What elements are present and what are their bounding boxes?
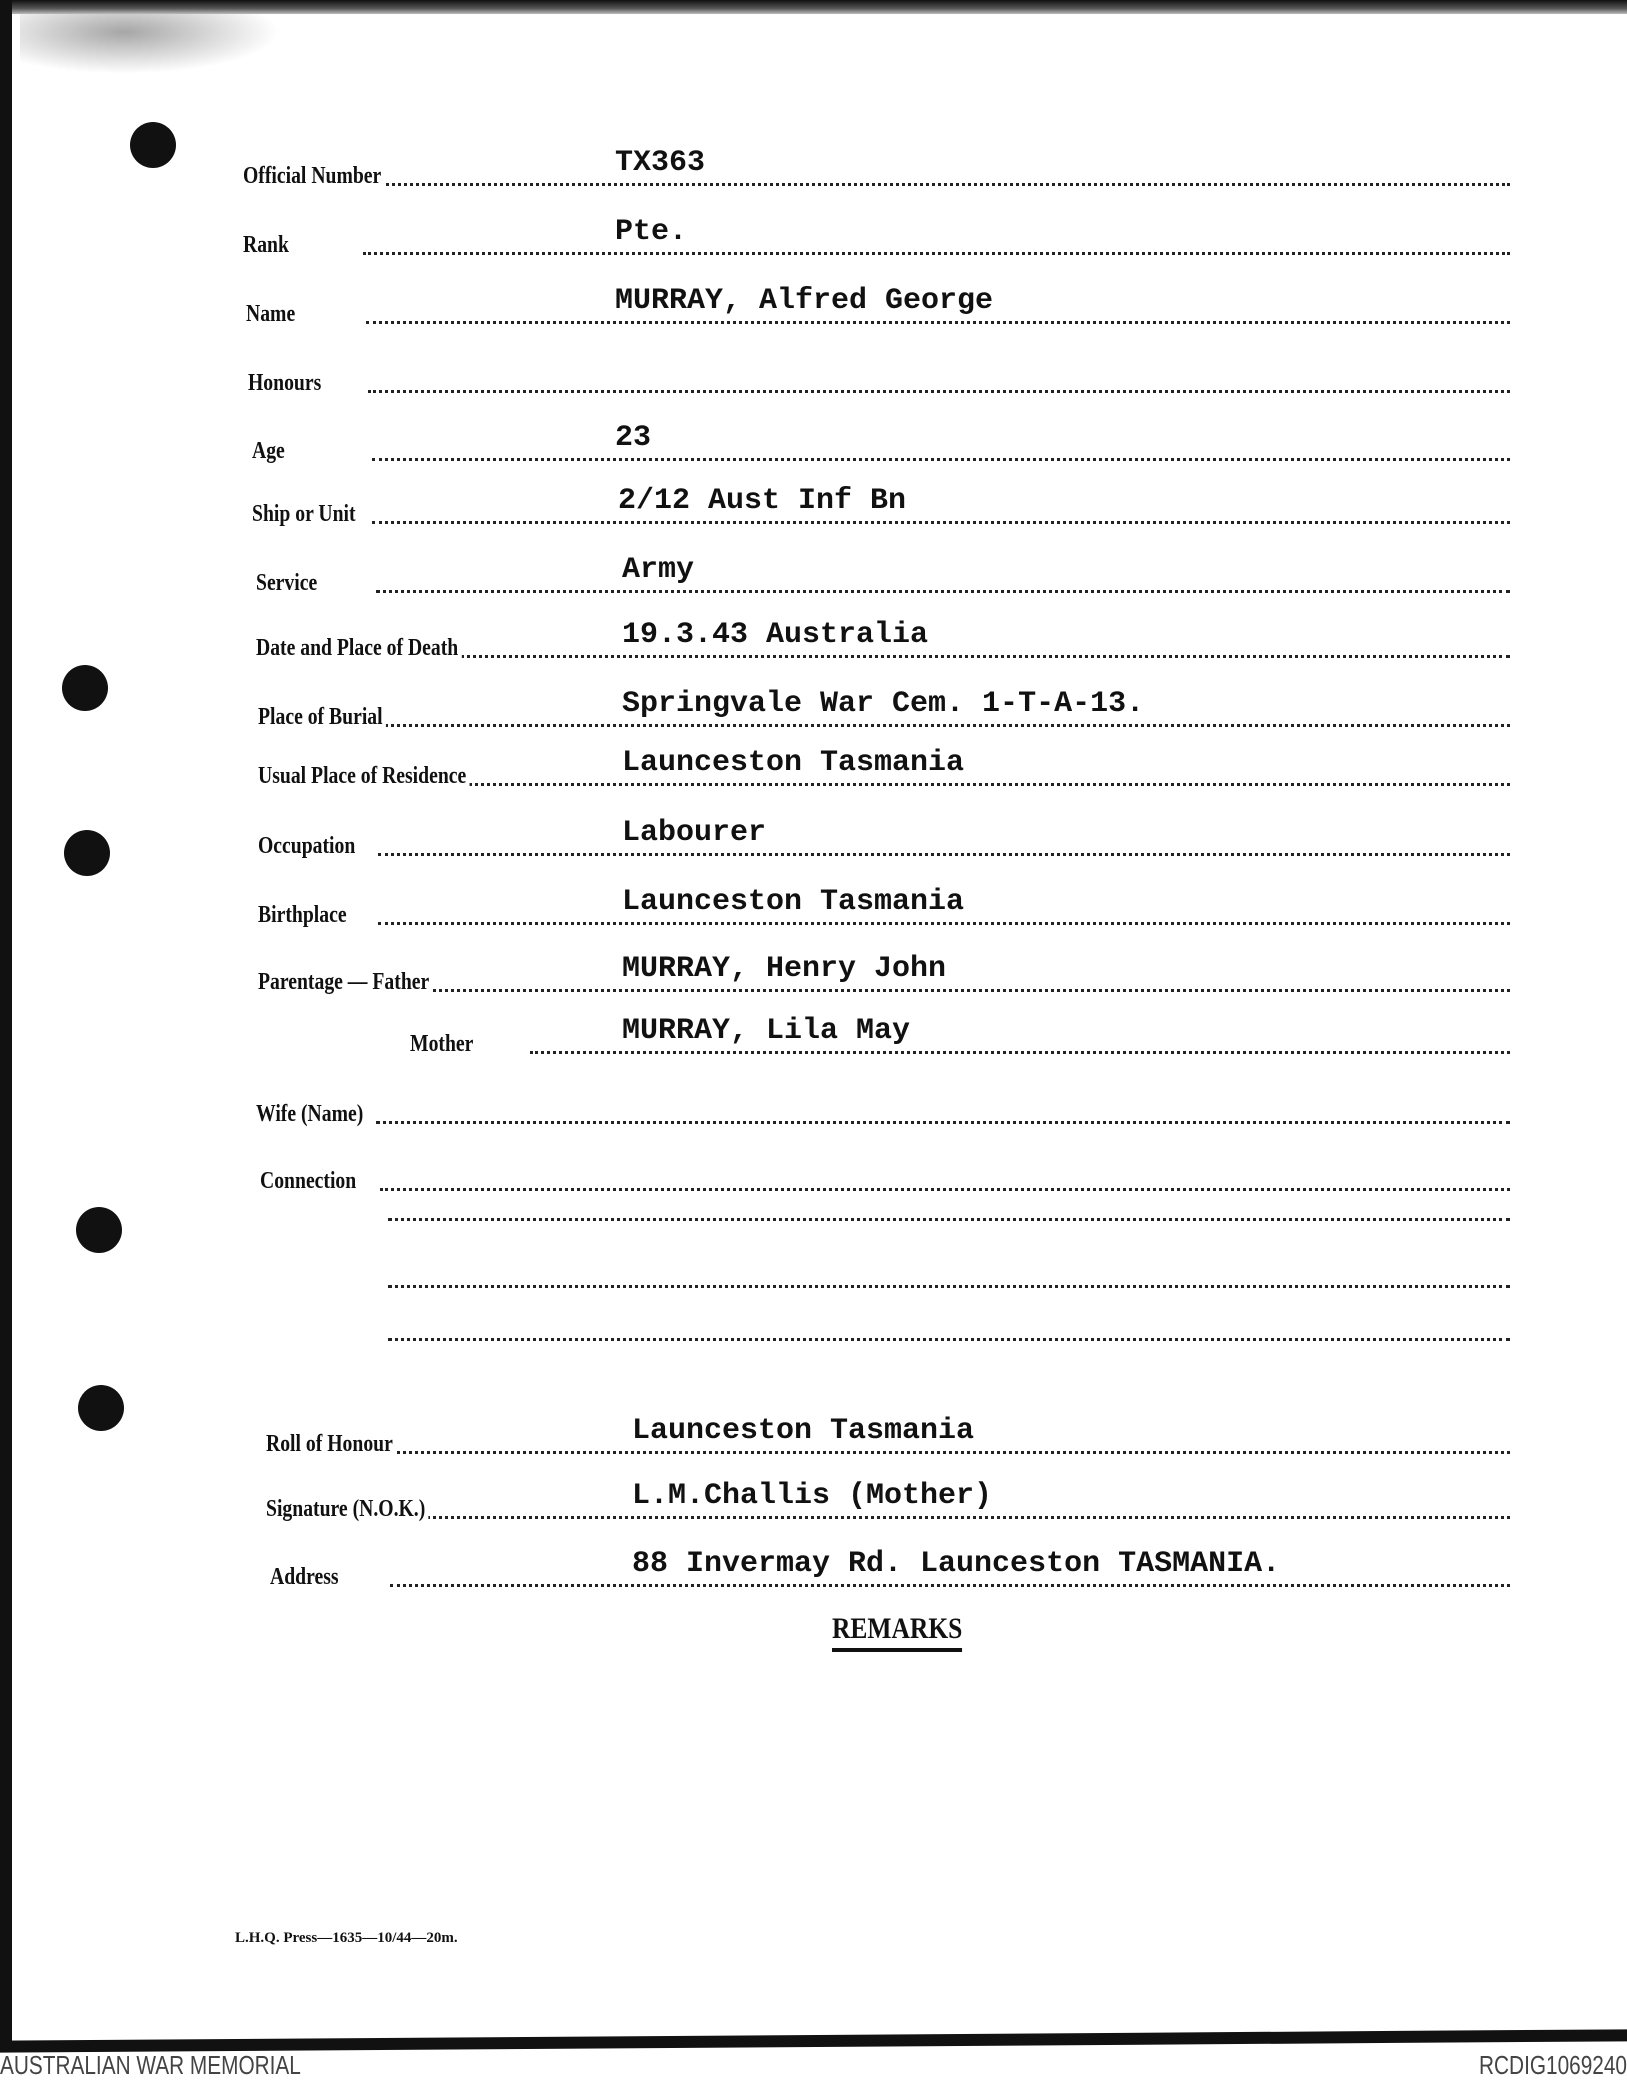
- field-value: MURRAY, Alfred George: [615, 284, 994, 318]
- dotted-line: [378, 721, 1510, 727]
- form-row: [0, 484, 1627, 528]
- dotted-line: [380, 1185, 1510, 1191]
- scan-smudge: [20, 14, 280, 74]
- field-label: Honours: [248, 370, 325, 397]
- field-value: MURRAY, Henry John: [622, 952, 947, 986]
- dotted-line: [366, 318, 1510, 324]
- dotted-line: [378, 850, 1510, 856]
- form-row: [0, 687, 1627, 731]
- field-label: Usual Place of Residence: [258, 763, 470, 790]
- field-value: L.M.Challis (Mother): [632, 1479, 993, 1513]
- field-value: Pte.: [615, 215, 688, 249]
- dotted-line: [368, 387, 1510, 393]
- field-value: 2/12 Aust Inf Bn: [618, 484, 907, 518]
- form-row: [0, 1014, 1627, 1058]
- field-value: 19.3.43 Australia: [622, 618, 929, 652]
- field-value: Launceston Tasmania: [622, 746, 965, 780]
- press-mark: L.H.Q. Press—1635—10/44—20m.: [235, 1930, 458, 1946]
- field-value: Springvale War Cem. 1-T-A-13.: [622, 687, 1145, 721]
- field-value: 23: [615, 421, 652, 455]
- dotted-line: [363, 180, 1510, 186]
- dotted-line: [530, 1048, 1510, 1054]
- field-value: Launceston Tasmania: [632, 1414, 975, 1448]
- field-value: Labourer: [622, 816, 767, 850]
- dotted-line: [363, 249, 1510, 255]
- field-label: Date and Place of Death: [256, 635, 462, 662]
- field-value: Army: [622, 553, 695, 587]
- field-value: MURRAY, Lila May: [622, 1014, 911, 1048]
- form-row: [0, 1088, 1627, 1128]
- dotted-line: [388, 1335, 1510, 1341]
- field-label: Roll of Honour: [266, 1431, 396, 1458]
- form-row: [0, 952, 1627, 996]
- form-row: [0, 146, 1627, 190]
- dotted-line: [386, 1448, 1510, 1454]
- field-label: Birthplace: [258, 902, 350, 929]
- field-value: Launceston Tasmania: [622, 885, 965, 919]
- form-row: [0, 885, 1627, 929]
- form-row: [0, 1547, 1627, 1591]
- form-row: [0, 746, 1627, 790]
- dotted-line: [372, 455, 1510, 461]
- form-row: [0, 421, 1627, 465]
- punch-hole: [76, 1207, 122, 1253]
- form-row: [0, 816, 1627, 860]
- form-row: [0, 1414, 1627, 1458]
- remarks-heading: REMARKS: [832, 1612, 962, 1652]
- footer-record-id: RCDIG1069240: [1479, 2050, 1627, 2080]
- field-label: Rank: [243, 232, 292, 259]
- form-row: [0, 553, 1627, 597]
- form-row: [0, 284, 1627, 328]
- field-label: Wife (Name): [256, 1101, 367, 1128]
- dotted-line: [376, 652, 1510, 658]
- form-row: [0, 1155, 1627, 1195]
- field-label: Name: [246, 301, 298, 328]
- field-label: Occupation: [258, 833, 359, 860]
- dotted-line: [390, 1581, 1510, 1587]
- form-row: [0, 618, 1627, 662]
- field-label: Signature (N.O.K.): [266, 1496, 429, 1523]
- field-value: TX363: [615, 146, 706, 180]
- dotted-line: [388, 1282, 1510, 1288]
- field-label: Official Number: [243, 163, 385, 190]
- dotted-line: [378, 986, 1510, 992]
- field-label: Place of Burial: [258, 704, 386, 731]
- form-row: [0, 357, 1627, 397]
- field-label: Address: [270, 1564, 342, 1591]
- dotted-line: [372, 518, 1510, 524]
- form-row: [0, 215, 1627, 259]
- scan-top-edge: [0, 0, 1627, 14]
- footer-institution: AUSTRALIAN WAR MEMORIAL: [0, 2050, 301, 2080]
- dotted-line: [386, 1513, 1510, 1519]
- field-label: Ship or Unit: [252, 501, 359, 528]
- dotted-line: [378, 780, 1510, 786]
- dotted-line: [376, 1118, 1510, 1124]
- field-label: Connection: [260, 1168, 360, 1195]
- dotted-line: [388, 1215, 1510, 1221]
- field-label: Mother: [410, 1031, 477, 1058]
- field-value: 88 Invermay Rd. Launceston TASMANIA.: [632, 1547, 1281, 1581]
- field-label: Service: [256, 570, 320, 597]
- dotted-line: [378, 919, 1510, 925]
- dotted-line: [376, 587, 1510, 593]
- form-row: [0, 1479, 1627, 1523]
- field-label: Parentage — Father: [258, 969, 433, 996]
- field-label: Age: [252, 438, 288, 465]
